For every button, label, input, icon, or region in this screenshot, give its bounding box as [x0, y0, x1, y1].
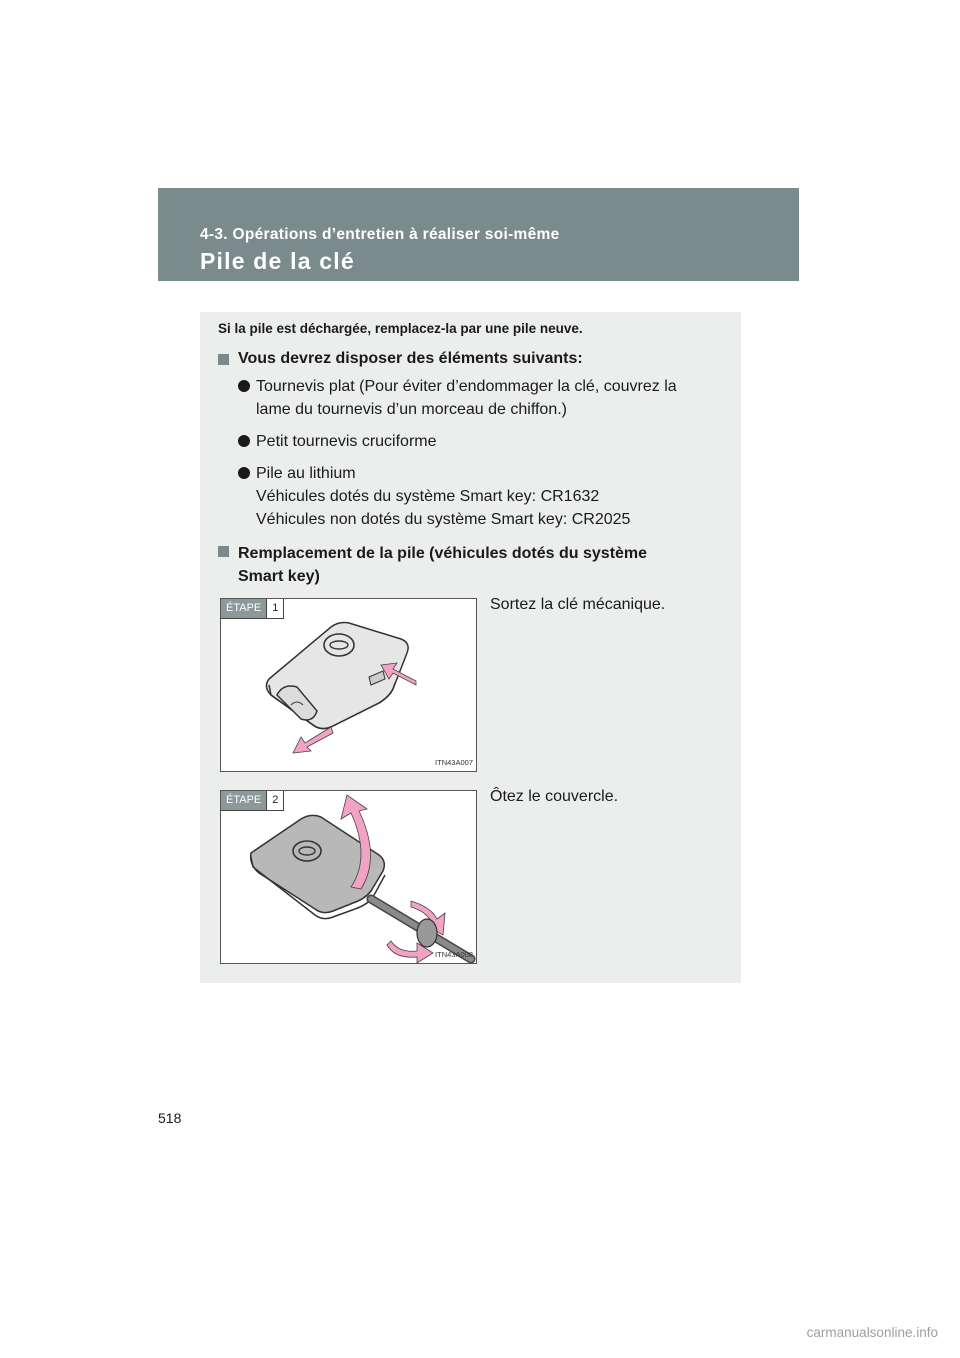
replacement-heading-line: Smart key): [238, 568, 320, 585]
step-label: ÉTAPE: [221, 599, 266, 618]
bullet-icon: [238, 380, 250, 392]
square-bullet-icon: [218, 354, 229, 365]
step-2-figure: [220, 790, 477, 964]
step-1-text: Sortez la clé mécanique.: [490, 596, 666, 613]
bullet-icon: [238, 467, 250, 479]
page-number: 518: [158, 1110, 182, 1126]
section-header: [158, 188, 799, 281]
step-number: 2: [266, 791, 283, 810]
section-label: 4-3. Opérations d’entretien à réaliser soi-même: [200, 226, 560, 243]
key-fob-cover-illustration: [221, 791, 476, 963]
bullet-icon: [238, 435, 250, 447]
list-item-line: Petit tournevis cruciforme: [256, 433, 437, 450]
figure-code: ITN43A008: [435, 950, 473, 959]
replacement-heading: [218, 542, 723, 588]
step-number: 1: [266, 599, 283, 618]
list-item: [238, 462, 718, 531]
list-item-line: Véhicules dotés du système Smart key: CR1632: [256, 488, 600, 505]
replacement-heading-line: Remplacement de la pile (véhicules dotés du système: [238, 545, 648, 562]
content-panel: [200, 312, 741, 983]
required-heading-text: Vous devrez disposer des éléments suivants:: [238, 350, 583, 367]
watermark: carmanualsonline.info: [806, 1325, 938, 1340]
list-item-line: lame du tournevis d’un morceau de chiffon.): [256, 401, 567, 418]
required-items-heading: [218, 350, 583, 368]
page-title: Pile de la clé: [200, 248, 355, 274]
list-item-line: Véhicules non dotés du système Smart key: CR2025: [256, 511, 631, 528]
step-2-text: Ôtez le couvercle.: [490, 788, 619, 805]
step-1-figure: [220, 598, 477, 772]
square-bullet-icon: [218, 546, 229, 557]
intro-text: Si la pile est déchargée, remplacez-la par une pile neuve.: [218, 321, 583, 336]
list-item-line: Pile au lithium: [256, 465, 356, 482]
list-item: [238, 375, 718, 421]
key-fob-illustration: [221, 599, 476, 771]
list-item-line: Tournevis plat (Pour éviter d’endommager la clé, couvrez la: [256, 378, 677, 395]
figure-code: ITN43A007: [435, 758, 473, 767]
step-label: ÉTAPE: [221, 791, 266, 810]
list-item: [238, 430, 718, 453]
